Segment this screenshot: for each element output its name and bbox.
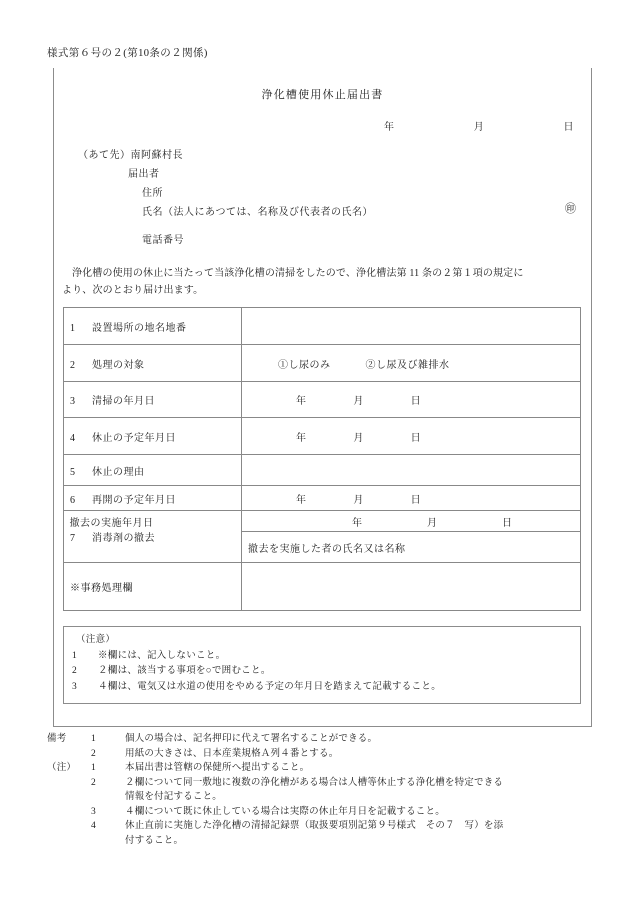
row-label-5 (64, 455, 242, 486)
row-number-4: 4 (70, 432, 76, 444)
table-row (64, 455, 581, 486)
row-value-admin (242, 563, 581, 611)
notice-item (72, 664, 580, 680)
remarks-section (47, 732, 607, 848)
notice-item (72, 649, 580, 665)
note-index-4: 4 (91, 821, 96, 831)
notice-index-3: 3 (72, 681, 78, 692)
page-title: 浄化槽使用休止届出書 (261, 89, 384, 101)
row-value-3[interactable] (242, 382, 581, 418)
note-row (47, 819, 607, 834)
removal-date-label: 撤去の実施年月日 (69, 517, 154, 529)
intro-paragraph (62, 265, 584, 299)
addressee-name-row (66, 203, 586, 231)
note-text-2: ２欄について同一敷地に複数の浄化槽がある場合は人槽等休止する浄化槽を特定できる (125, 777, 504, 788)
remarks-text-2: 用紙の大きさは、日本産業規格Ａ列４番とする。 (125, 748, 339, 759)
option-excrement-and-wastewater[interactable]: ②し尿及び雑排水 (365, 359, 450, 371)
note-index-3: 3 (91, 806, 96, 817)
table-row (64, 486, 581, 511)
table-row (64, 345, 581, 382)
treatment-options (248, 356, 574, 371)
remover-name-label: 撤去を実施した者の氏名又は名称 (248, 543, 406, 555)
table-row (64, 382, 581, 418)
row-text-5: 休止の理由 (92, 466, 145, 478)
row-label-2 (64, 345, 242, 382)
notice-text-2: ２欄は、該当する事項を○で囲むこと。 (98, 666, 271, 676)
cleaning-year-label: 年 (296, 396, 307, 407)
row-text-3: 清掃の年月日 (92, 396, 155, 407)
table-row (64, 511, 581, 563)
form-table (63, 307, 581, 611)
notice-index-2: 2 (72, 666, 78, 676)
note-text-4: 休止直前に実施した浄化槽の清掃記録票（取扱要項別記第９号様式 その７ 写）を添 (125, 821, 504, 831)
row-number-3: 3 (70, 396, 76, 407)
resumption-day-label: 日 (410, 494, 422, 506)
row-number-5: 5 (70, 466, 76, 478)
cleaning-day-label: 日 (410, 396, 422, 407)
notice-text-3: ４欄は、電気又は水道の使用をやめる予定の年月日を踏まえて記載すること。 (98, 681, 442, 692)
removal-date-fields (69, 514, 580, 529)
note-row (47, 776, 607, 791)
remover-name-cell[interactable] (242, 532, 580, 563)
remarks-row (47, 732, 607, 747)
remarks-row (47, 747, 607, 762)
note-row (47, 805, 607, 820)
addressee-block (66, 146, 586, 255)
form-frame (53, 68, 592, 727)
remarks-text-1: 個人の場合は、記名押印に代えて署名することができる。 (125, 734, 378, 744)
row-number-1: 1 (70, 322, 76, 334)
row-text-2: 処理の対象 (92, 359, 145, 371)
suspension-year-label: 年 (296, 432, 307, 444)
remarks-heading: 備考 (47, 734, 67, 744)
intro-line-1: 浄化槽の使用の休止に当たって当該浄化槽の清掃をしたので、浄化槽法第 11 条の２第１項の規定に (72, 268, 524, 279)
notice-box (63, 626, 581, 704)
row-text-7: 消毒剤の撤去 (92, 533, 155, 544)
note-continuation-2: 情報を付記すること。 (125, 792, 223, 802)
addressee-name-label: 氏名（法人にあつては、名称及び代表者の氏名） (142, 207, 373, 218)
remarks-index-2: 2 (91, 748, 96, 759)
row-label-admin (64, 563, 242, 611)
suspension-month-label: 月 (353, 432, 364, 444)
remarks-heading-spacer (47, 747, 91, 762)
seal-icon: ㊞ (565, 203, 577, 215)
cleaning-date-fields (248, 392, 468, 407)
note-heading: （注） (47, 763, 77, 773)
row-number-6: 6 (70, 494, 76, 506)
row-text-6: 再開の予定年月日 (92, 494, 176, 506)
table-row (64, 563, 581, 611)
form-number-label: 様式第６号の２(第10条の２関係) (47, 48, 208, 59)
resumption-month-label: 月 (353, 494, 364, 506)
row-label-3 (64, 382, 242, 418)
row-number-7: 7 (70, 533, 76, 544)
removal-year-label: 年 (352, 517, 363, 529)
row-text-4: 休止の予定年月日 (92, 432, 176, 444)
option-excrement-only[interactable]: ①し尿のみ (278, 359, 331, 371)
removal-month-label: 月 (427, 517, 438, 529)
note-heading-spacer (47, 805, 91, 820)
row-number-2: 2 (70, 359, 76, 371)
addressee-filer-label: 届出者 (128, 169, 160, 180)
row-text-1: 設置場所の地名地番 (92, 322, 187, 334)
notice-item (72, 680, 580, 696)
note-index-2: 2 (91, 777, 96, 788)
date-year-label: 年 (384, 122, 395, 133)
notice-text-1: ※欄には、記入しないこと。 (98, 650, 226, 661)
note-continuation-4: 付すること。 (125, 835, 184, 846)
addressee-address-label: 住所 (142, 188, 163, 199)
note-heading-spacer (47, 776, 91, 791)
intro-line-2: より、次のとおり届け出ます。 (62, 285, 204, 296)
row-value-5[interactable] (242, 455, 581, 486)
notice-index-1: 1 (72, 650, 78, 661)
subtable-row (242, 532, 580, 563)
subtable-row (242, 511, 580, 532)
date-month-label: 月 (473, 122, 485, 133)
note-text-1: 本届出書は管轄の保健所へ提出すること。 (125, 763, 310, 773)
table-row (64, 308, 581, 345)
removal-date-cell[interactable] (69, 511, 580, 532)
note-index-1: 1 (91, 763, 96, 773)
remarks-index-1: 1 (91, 734, 96, 744)
addressee-tel-label: 電話番号 (142, 235, 184, 246)
row-value-4[interactable] (242, 418, 581, 455)
note-heading-spacer (47, 819, 91, 834)
row-label-1 (64, 308, 242, 345)
resumption-year-label: 年 (296, 494, 307, 506)
row-value-6[interactable] (242, 486, 581, 511)
resumption-date-fields (248, 491, 468, 506)
note-text-3: ４欄について既に休止している場合は実際の休止年月日を記載すること。 (125, 806, 445, 817)
row-text-admin: ※事務処理欄 (70, 583, 133, 594)
date-day-label: 日 (563, 122, 574, 133)
row-value-2[interactable] (242, 345, 581, 382)
table-row (64, 418, 581, 455)
row-label-4 (64, 418, 242, 455)
addressee-to: （あて先）南阿蘇村長 (78, 150, 183, 161)
removal-day-label: 日 (502, 517, 513, 529)
date-line (384, 118, 574, 133)
row-label-6 (64, 486, 242, 511)
suspension-date-fields (248, 429, 468, 444)
notice-title: （注意） (76, 635, 116, 645)
note-row (47, 761, 607, 776)
row-value-1[interactable] (242, 308, 581, 345)
cleaning-month-label: 月 (353, 396, 364, 407)
suspension-day-label: 日 (410, 432, 422, 444)
